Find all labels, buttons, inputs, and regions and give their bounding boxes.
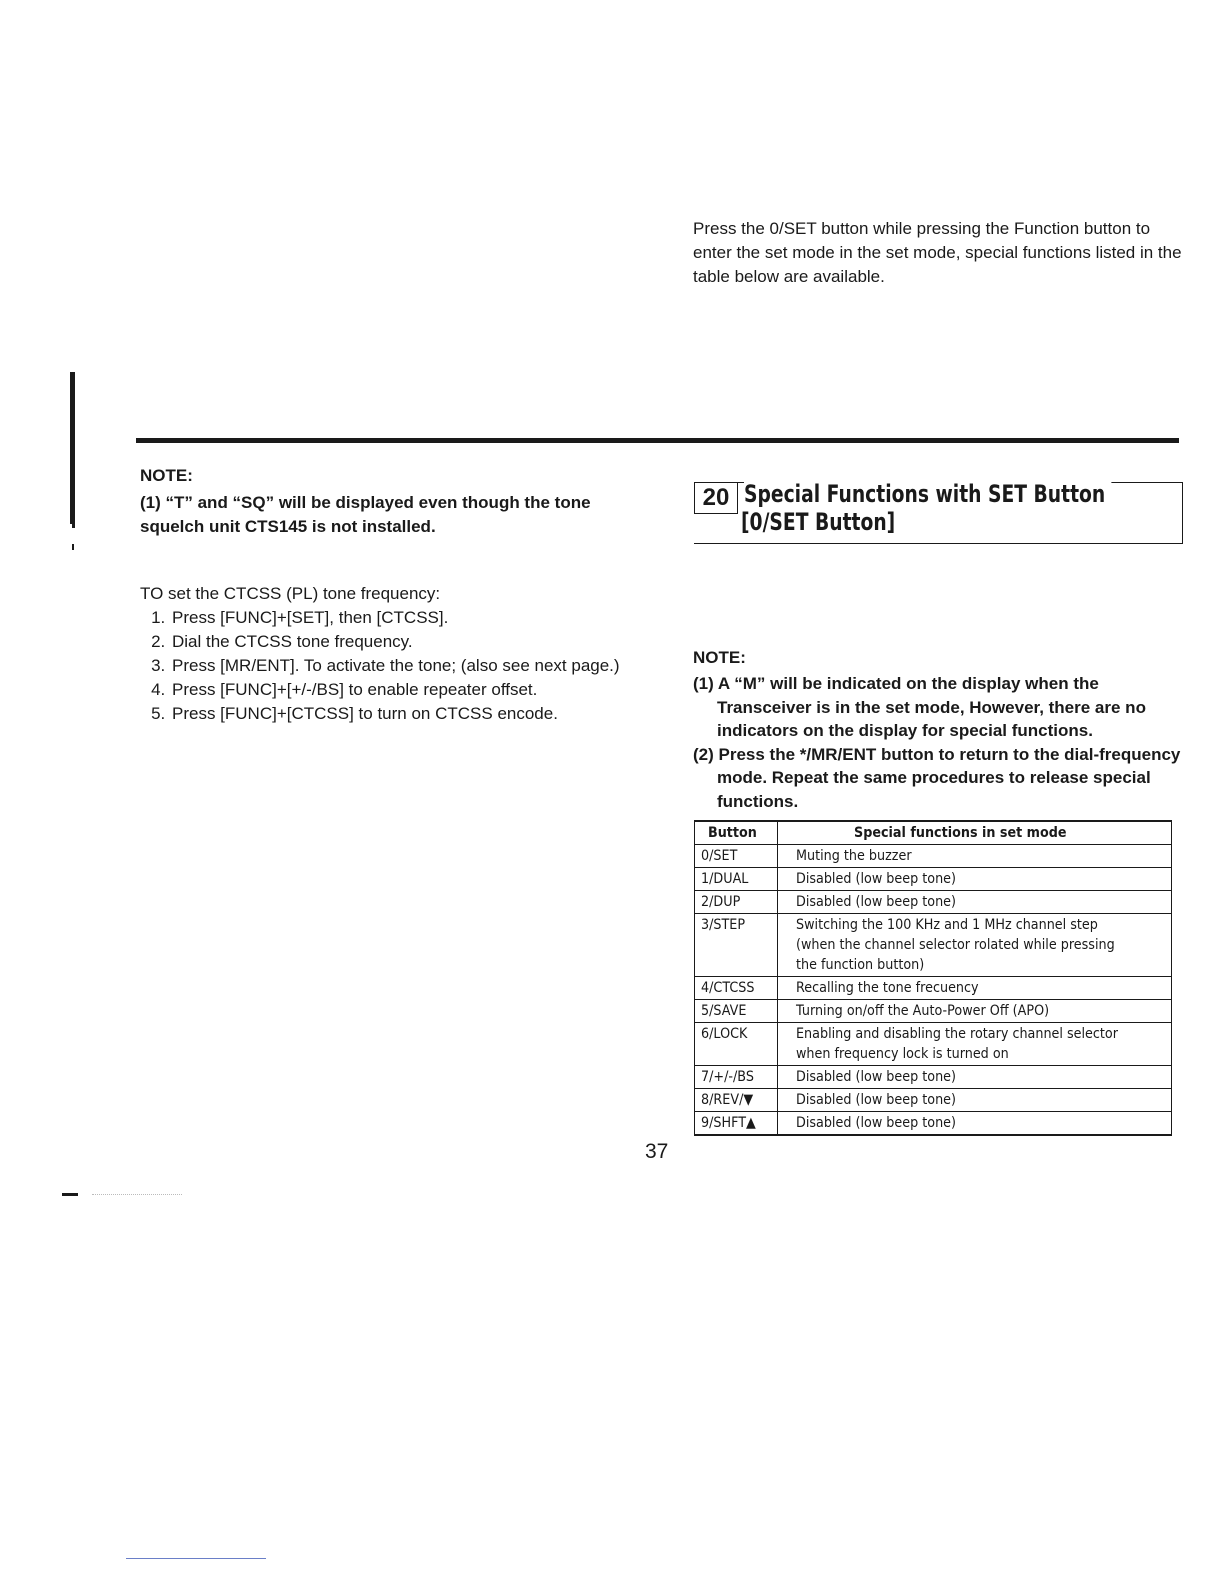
table-header-row: [695, 821, 1172, 845]
cell-button: 3/STEP: [695, 914, 778, 977]
page-number: 37: [645, 1140, 669, 1163]
cell-button: 6/LOCK: [695, 1023, 778, 1066]
cell-button: 1/DUAL: [695, 868, 778, 891]
cell-button: 2/DUP: [695, 891, 778, 914]
table-row: [695, 868, 1172, 891]
section-number: 20: [694, 482, 738, 514]
special-functions-table: [694, 820, 1172, 1136]
margin-bar: [70, 372, 75, 524]
section-header: [694, 482, 1184, 544]
cell-function: Disabled (low beep tone): [778, 891, 1172, 914]
cell-button: 7/+/-/BS: [695, 1066, 778, 1089]
right-note-item: (1) A “M” will be indicated on the display when the Transceiver is in the set mode, However, there are no indicators on the display for special functions.: [693, 674, 1146, 741]
cell-function: Disabled (low beep tone): [778, 868, 1172, 891]
table-row: [695, 1023, 1172, 1066]
ctcss-instructions: [140, 582, 640, 726]
ctcss-step: 4. Press [FUNC]+[+/-/BS] to enable repeater offset.: [170, 678, 640, 702]
left-note-text: [140, 491, 630, 539]
ctcss-step: 3. Press [MR/ENT]. To activate the tone; (also see next page.): [170, 654, 640, 678]
right-note-list: [693, 672, 1183, 814]
cell-button: 0/SET: [695, 845, 778, 868]
right-note-label: NOTE:: [693, 648, 746, 667]
left-note-label: NOTE:: [140, 466, 193, 485]
table-row: [695, 1000, 1172, 1023]
table-row: [695, 1089, 1172, 1112]
table-row: [695, 1066, 1172, 1089]
table-row: [695, 891, 1172, 914]
table-row: [695, 845, 1172, 868]
cell-function: Disabled (low beep tone): [778, 1089, 1172, 1112]
cell-function: Switching the 100 KHz and 1 MHz channel step (when the channel selector rolated while pressing the function button): [778, 914, 1172, 977]
cell-function: Enabling and disabling the rotary channel selector when frequency lock is turned on: [778, 1023, 1172, 1066]
ctcss-step: 1. Press [FUNC]+[SET], then [CTCSS].: [170, 606, 640, 630]
cell-button: 9/SHFT▲: [695, 1112, 778, 1136]
top-rule: [136, 438, 1179, 443]
left-note-line2: squelch unit CTS145 is not installed.: [140, 517, 436, 536]
footer-link-underline: [126, 1558, 266, 1559]
intro-paragraph: Press the 0/SET button while pressing the Function button to enter the set mode in the set mode, special functions listed in the table below are available.: [693, 219, 1182, 286]
cell-function: Disabled (low beep tone): [778, 1066, 1172, 1089]
ctcss-step: 2. Dial the CTCSS tone frequency.: [170, 630, 640, 654]
cell-button: 5/SAVE: [695, 1000, 778, 1023]
cell-function: Disabled (low beep tone): [778, 1112, 1172, 1136]
table-row: [695, 1112, 1172, 1136]
header-function: Special functions in set mode: [778, 821, 1172, 845]
margin-tick: [72, 544, 74, 550]
table-row: [695, 977, 1172, 1000]
bottom-dotted-line: [92, 1194, 182, 1195]
ctcss-steps: [140, 606, 640, 726]
cell-button: 8/REV/▼: [695, 1089, 778, 1112]
cell-function: Muting the buzzer: [778, 845, 1172, 868]
margin-bar-fragment: [72, 510, 75, 528]
ctcss-intro: TO set the CTCSS (PL) tone frequency:: [140, 584, 441, 603]
cell-button: 4/CTCSS: [695, 977, 778, 1000]
header-button: Button: [695, 821, 778, 845]
ctcss-step: 5. Press [FUNC]+[CTCSS] to turn on CTCSS encode.: [170, 702, 640, 726]
left-note-line1: (1) “T” and “SQ” will be displayed even though the tone: [140, 493, 591, 512]
section-subtitle: [0/SET Button]: [741, 508, 896, 536]
section-title: Special Functions with SET Button: [744, 480, 1111, 508]
cell-function: Turning on/off the Auto-Power Off (APO): [778, 1000, 1172, 1023]
bottom-dash: [62, 1193, 78, 1196]
table-row: [695, 914, 1172, 977]
cell-function: Recalling the tone frecuency: [778, 977, 1172, 1000]
right-note-item: (2) Press the */MR/ENT button to return to the dial-frequency mode. Repeat the same procedures to release special functions.: [693, 744, 1181, 811]
